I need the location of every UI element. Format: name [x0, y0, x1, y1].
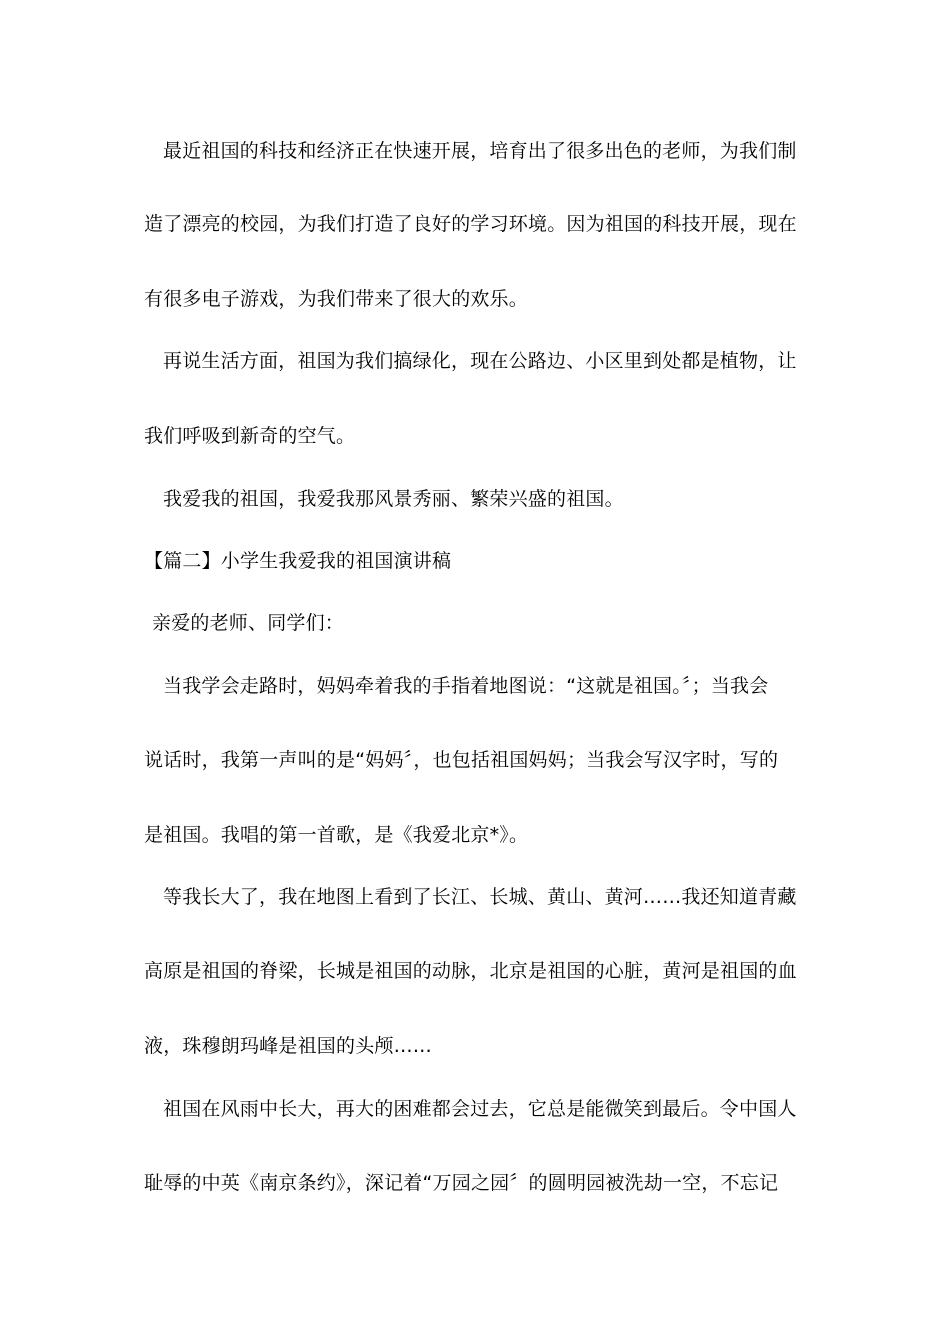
- paragraph-line: 再说生活方面，祖国为我们搞绿化，现在公路边、小区里到处都是植物，让: [163, 350, 797, 372]
- paragraph-line: 我们呼吸到新奇的空气。: [144, 425, 356, 447]
- paragraph-line: 造了漂亮的校园，为我们打造了良好的学习环境。因为祖国的科技开展，现在: [144, 213, 797, 235]
- paragraph-line: 祖国在风雨中长大，再大的困难都会过去，它总是能微笑到最后。令中国人: [163, 1098, 797, 1120]
- paragraph-line: 高原是祖国的脊梁，长城是祖国的动脉，北京是祖国的心脏，黄河是祖国的血: [144, 960, 797, 982]
- section-heading: 【篇二】小学生我爱我的祖国演讲稿: [144, 550, 452, 572]
- paragraph-line: 说话时，我第一声叫的是“妈妈〞，也包括祖国妈妈；当我会写汉字时，写的: [144, 749, 779, 771]
- paragraph-line: 液，珠穆朗玛峰是祖国的头颅……: [144, 1035, 433, 1057]
- paragraph-line: 等我长大了，我在地图上看到了长江、长城、黄山、黄河……我还知道青藏: [163, 886, 797, 908]
- paragraph-line: 是祖国。我唱的第一首歌，是《我爱北京*》。: [144, 824, 529, 846]
- paragraph-line: 有很多电子游戏，为我们带来了很大的欢乐。: [144, 288, 529, 310]
- salutation-line: 亲爱的老师、同学们：: [152, 612, 345, 634]
- paragraph-line: 当我学会走路时，妈妈牵着我的手指着地图说：“这就是祖国。〞；当我会: [163, 675, 769, 697]
- paragraph-line: 最近祖国的科技和经济正在快速开展，培育出了很多出色的老师，为我们制: [163, 140, 797, 162]
- paragraph-line: 耻辱的中英《南京条约》，深记着“万园之园〞的圆明园被洗劫一空，不忘记: [144, 1172, 779, 1194]
- paragraph-line: 我爱我的祖国，我爱我那风景秀丽、繁荣兴盛的祖国。: [163, 488, 624, 510]
